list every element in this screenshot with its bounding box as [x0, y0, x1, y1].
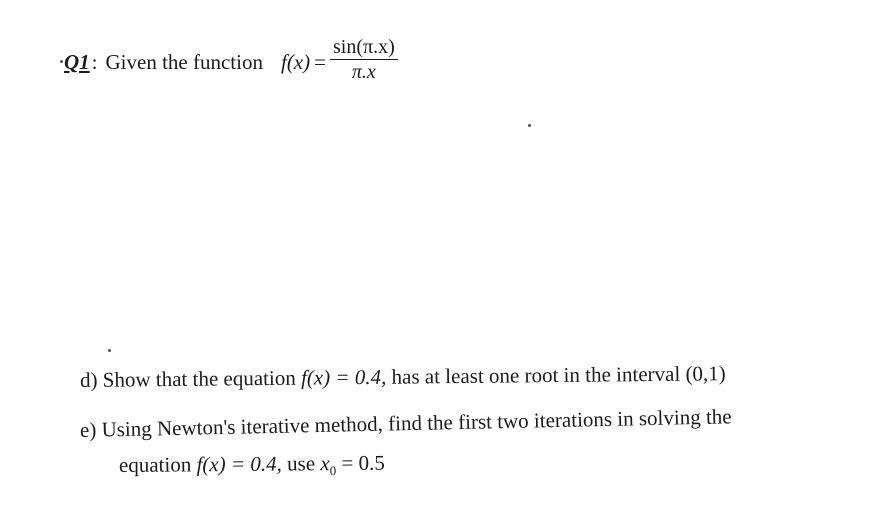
part-d-text-before: d) Show that the equation: [79, 365, 302, 392]
initial-guess-value: = 0.5: [336, 450, 385, 476]
part-e-text: e) Using Newton's iterative method, find the first two iterations in solving the: [79, 404, 732, 442]
function-fraction: [330, 35, 398, 84]
part-d-equation: f(x) = 0.4,: [300, 364, 387, 390]
initial-guess-subscript: 0: [329, 463, 337, 479]
fraction-denominator: π.x: [351, 61, 376, 83]
part-e-line-2: [119, 451, 385, 481]
part-e-line2-before: equation: [118, 452, 197, 477]
function-name: f(x): [280, 50, 311, 74]
part-d-interval: (0,1): [685, 361, 726, 386]
initial-guess-variable: x: [320, 451, 330, 476]
part-e-equation: f(x) = 0.4,: [196, 451, 282, 477]
part-d-text-after: has at least one root in the interval: [386, 361, 686, 389]
question-number-text: Q1: [64, 50, 90, 74]
stray-mark: [108, 349, 111, 352]
part-e-line-1: [80, 404, 732, 443]
equals-sign: =: [314, 50, 326, 74]
question-1-header: [64, 38, 398, 87]
fraction-numerator: sin(π.x): [330, 35, 398, 60]
stray-mark: [528, 124, 531, 127]
part-d: [80, 361, 726, 393]
question-intro-text: Given the function: [105, 50, 263, 74]
stray-mark: [60, 60, 63, 63]
question-colon: :: [91, 50, 98, 74]
part-e-use: use: [281, 451, 321, 476]
question-number: [64, 50, 90, 75]
